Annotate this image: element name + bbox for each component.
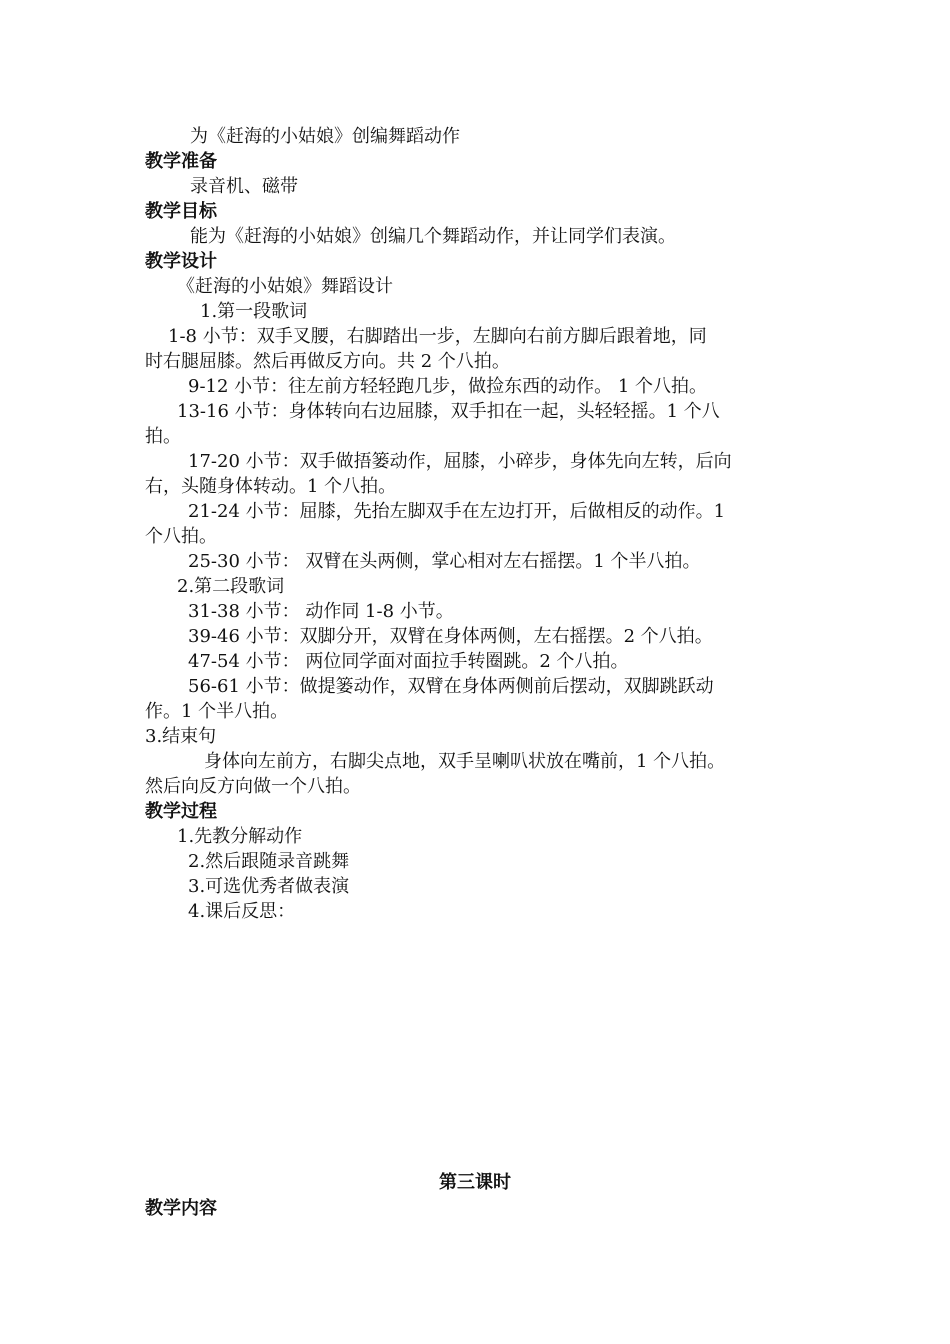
- lesson-title: 第三课时: [439, 1172, 511, 1193]
- text-line: 31-38 小节： 动作同 1-8 小节。: [188, 601, 454, 622]
- text-line: 56-61 小节：做提篓动作，双臂在身体两侧前后摆动，双脚跳跃动: [188, 676, 714, 697]
- section-heading: 教学准备: [145, 151, 217, 172]
- text-line: 能为《赶海的小姑娘》创编几个舞蹈动作，并让同学们表演。: [190, 226, 676, 247]
- text-line: 17-20 小节：双手做捂篓动作，屈膝，小碎步，身体先向左转，后向: [188, 451, 732, 472]
- text-line: 2.然后跟随录音跳舞: [188, 851, 350, 872]
- section-heading: 教学过程: [145, 801, 217, 822]
- text-line: 2.第二段歌词: [177, 576, 285, 597]
- text-line: 4.课后反思：: [188, 901, 296, 922]
- text-line: 1.先教分解动作: [177, 826, 303, 847]
- text-line: 作。1 个半八拍。: [145, 701, 289, 722]
- text-line: 25-30 小节： 双臂在头两侧，掌心相对左右摇摆。1 个半八拍。: [188, 551, 701, 572]
- text-line: 9-12 小节：往左前方轻轻跑几步，做捡东西的动作。 1 个八拍。: [188, 376, 708, 397]
- text-line: 39-46 小节：双脚分开，双臂在身体两侧，左右摇摆。2 个八拍。: [188, 626, 713, 647]
- text-line: 拍。: [145, 426, 181, 447]
- text-line: 身体向左前方，右脚尖点地，双手呈喇叭状放在嘴前，1 个八拍。: [204, 751, 726, 772]
- text-line: 13-16 小节：身体转向右边屈膝，双手扣在一起，头轻轻摇。1 个八: [177, 401, 720, 422]
- text-line: 3.可选优秀者做表演: [188, 876, 350, 897]
- text-line: 1.第一段歌词: [200, 301, 308, 322]
- text-line: 47-54 小节： 两位同学面对面拉手转圈跳。2 个八拍。: [188, 651, 629, 672]
- section-heading: 教学内容: [145, 1198, 217, 1219]
- text-line: 然后向反方向做一个八拍。: [145, 776, 361, 797]
- text-line: 右，头随身体转动。1 个八拍。: [145, 476, 397, 497]
- text-line: 3.结束句: [145, 726, 217, 747]
- section-heading: 教学设计: [145, 251, 217, 272]
- text-line: 时右腿屈膝。然后再做反方向。共 2 个八拍。: [145, 351, 510, 372]
- section-heading: 教学目标: [145, 201, 217, 222]
- text-line: 为《赶海的小姑娘》创编舞蹈动作: [190, 126, 460, 147]
- text-line: 个八拍。: [145, 526, 217, 547]
- text-line: 《赶海的小姑娘》舞蹈设计: [177, 276, 393, 297]
- text-line: 1-8 小节：双手叉腰，右脚踏出一步，左脚向右前方脚后跟着地，同: [168, 326, 707, 347]
- text-line: 21-24 小节：屈膝，先抬左脚双手在左边打开，后做相反的动作。1: [188, 501, 726, 522]
- text-line: 录音机、磁带: [190, 176, 298, 197]
